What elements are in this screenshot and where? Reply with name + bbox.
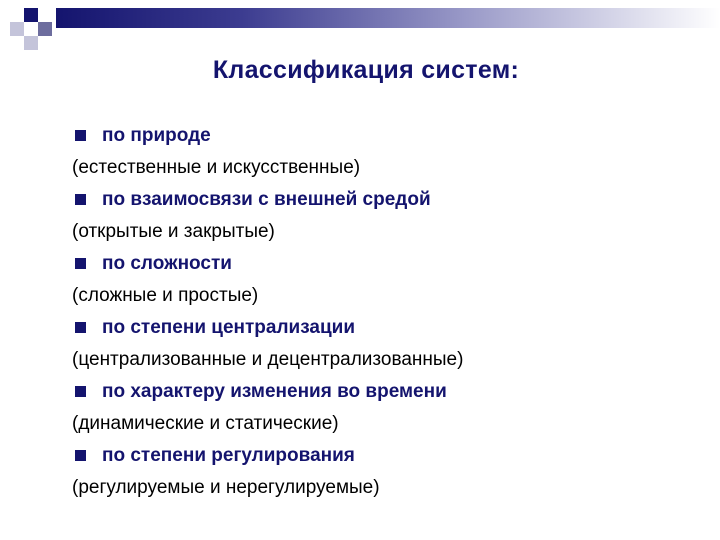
square-bullet-icon (75, 130, 86, 141)
heading-text: по степени регулирования (102, 445, 355, 466)
heading-text: по степени централизации (102, 317, 356, 338)
header-deco-square (38, 22, 52, 36)
list-item-heading (72, 312, 692, 344)
list-item-detail: (централизованные и децентрализованные) (72, 349, 464, 370)
heading-text: по взаимосвязи с внешней средой (102, 189, 431, 210)
list-item-heading (72, 440, 692, 472)
list-item-detail: (сложные и простые) (72, 285, 259, 306)
header-deco-square (24, 36, 38, 50)
list-item-heading (72, 184, 692, 216)
square-bullet-icon (75, 258, 86, 269)
heading-text: по сложности (102, 253, 232, 274)
list-item-detail: (естественные и искусственные) (72, 157, 361, 178)
slide-title: Классификация систем: (212, 56, 520, 84)
list-item-detail: (динамические и статические) (72, 413, 339, 434)
list-item-detail: (открытые и закрытые) (72, 221, 275, 242)
header-deco-square (24, 8, 38, 22)
classification-list (72, 120, 692, 504)
square-bullet-icon (75, 194, 86, 205)
list-item-heading (72, 376, 692, 408)
square-bullet-icon (75, 322, 86, 333)
list-item-detail: (регулируемые и нерегулируемые) (72, 477, 380, 498)
list-item-heading (72, 248, 692, 280)
list-item-heading (72, 120, 692, 152)
header-deco-square (10, 22, 24, 36)
heading-text: по природе (102, 125, 211, 146)
square-bullet-icon (75, 386, 86, 397)
heading-text: по характеру изменения во времени (102, 381, 447, 402)
square-bullet-icon (75, 450, 86, 461)
header-gradient-band (56, 8, 720, 28)
